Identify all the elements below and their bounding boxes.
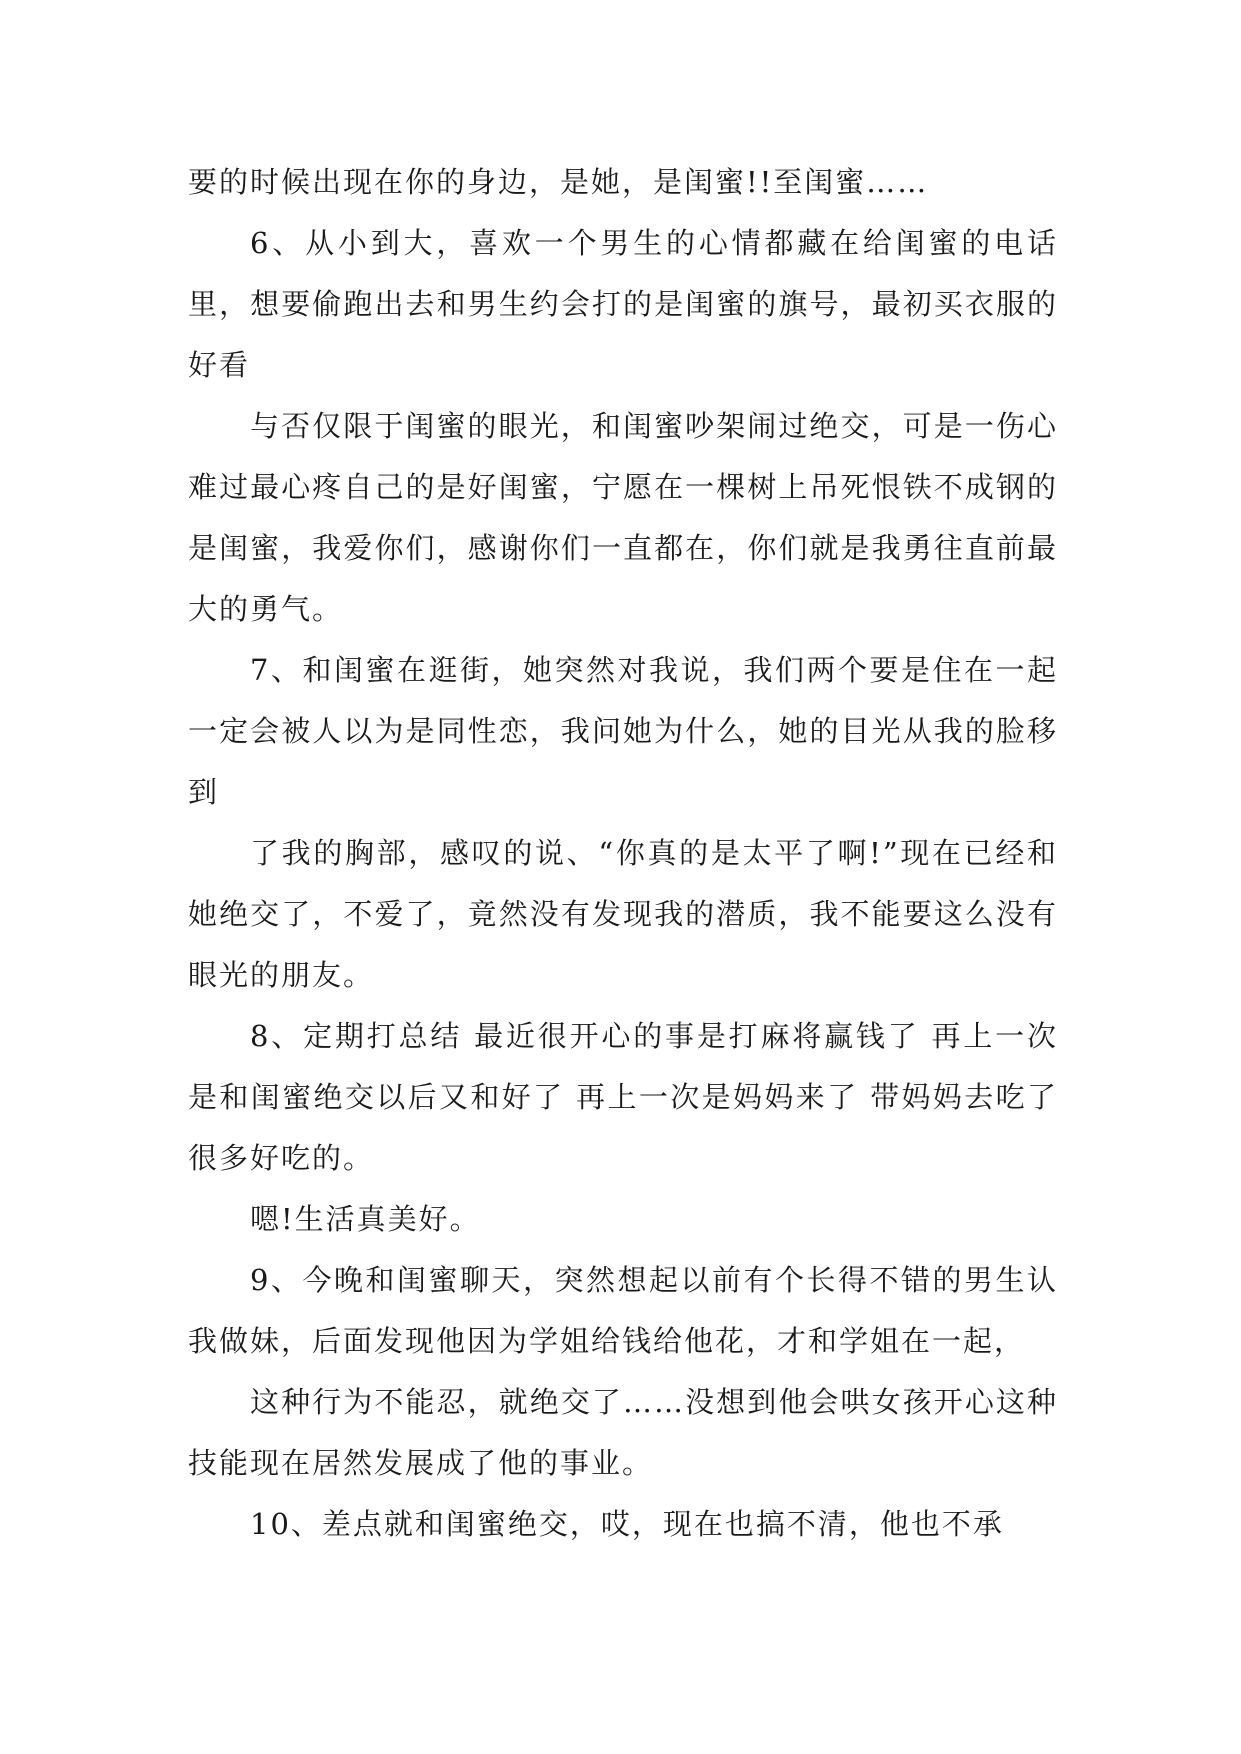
paragraph-item-6: 6、从小到大，喜欢一个男生的心情都藏在给闺蜜的电话里，想要偷跑出去和男生约会打的是闺蜜的旗号，最初买衣服的好看: [188, 226, 1058, 382]
paragraph-item-8-cont: 嗯!生活真美好。: [250, 1202, 481, 1236]
paragraph-item-7: 7、和闺蜜在逛街，她突然对我说，我们两个要是住在一起一定会被人以为是同性恋，我问她为什么，她的目光从我的脸移到: [188, 653, 1058, 809]
paragraph-item-9: 9、今晚和闺蜜聊天，突然想起以前有个长得不错的男生认我做妹，后面发现他因为学姐给钱给他花，才和学姐在一起，: [188, 1263, 1058, 1358]
paragraph-item-7-cont: 了我的胸部，感叹的说、“你真的是太平了啊!”现在已经和她绝交了，不爱了，竟然没有发现我的潜质，我不能要这么没有眼光的朋友。: [188, 836, 1058, 992]
paragraph-item-6-cont: 与否仅限于闺蜜的眼光，和闺蜜吵架闹过绝交，可是一伤心难过最心疼自己的是好闺蜜，宁愿在一棵树上吊死恨铁不成钢的是闺蜜，我爱你们，感谢你们一直都在，你们就是我勇往直前最大的勇气。: [188, 409, 1058, 626]
paragraph-item-10: 10、差点就和闺蜜绝交，哎，现在也搞不清，他也不承: [250, 1507, 1004, 1541]
paragraph-item-9-cont: 这种行为不能忍，就绝交了……没想到他会哄女孩开心这种技能现在居然发展成了他的事业。: [188, 1385, 1058, 1480]
paragraph-continuation: 要的时候出现在你的身边，是她，是闺蜜!!至闺蜜……: [188, 165, 929, 199]
paragraph-item-8: 8、定期打总结 最近很开心的事是打麻将赢钱了 再上一次是和闺蜜绝交以后又和好了 再上一次是妈妈来了 带妈妈去吃了很多好吃的。: [188, 1019, 1058, 1175]
document-page: [188, 152, 1058, 1555]
